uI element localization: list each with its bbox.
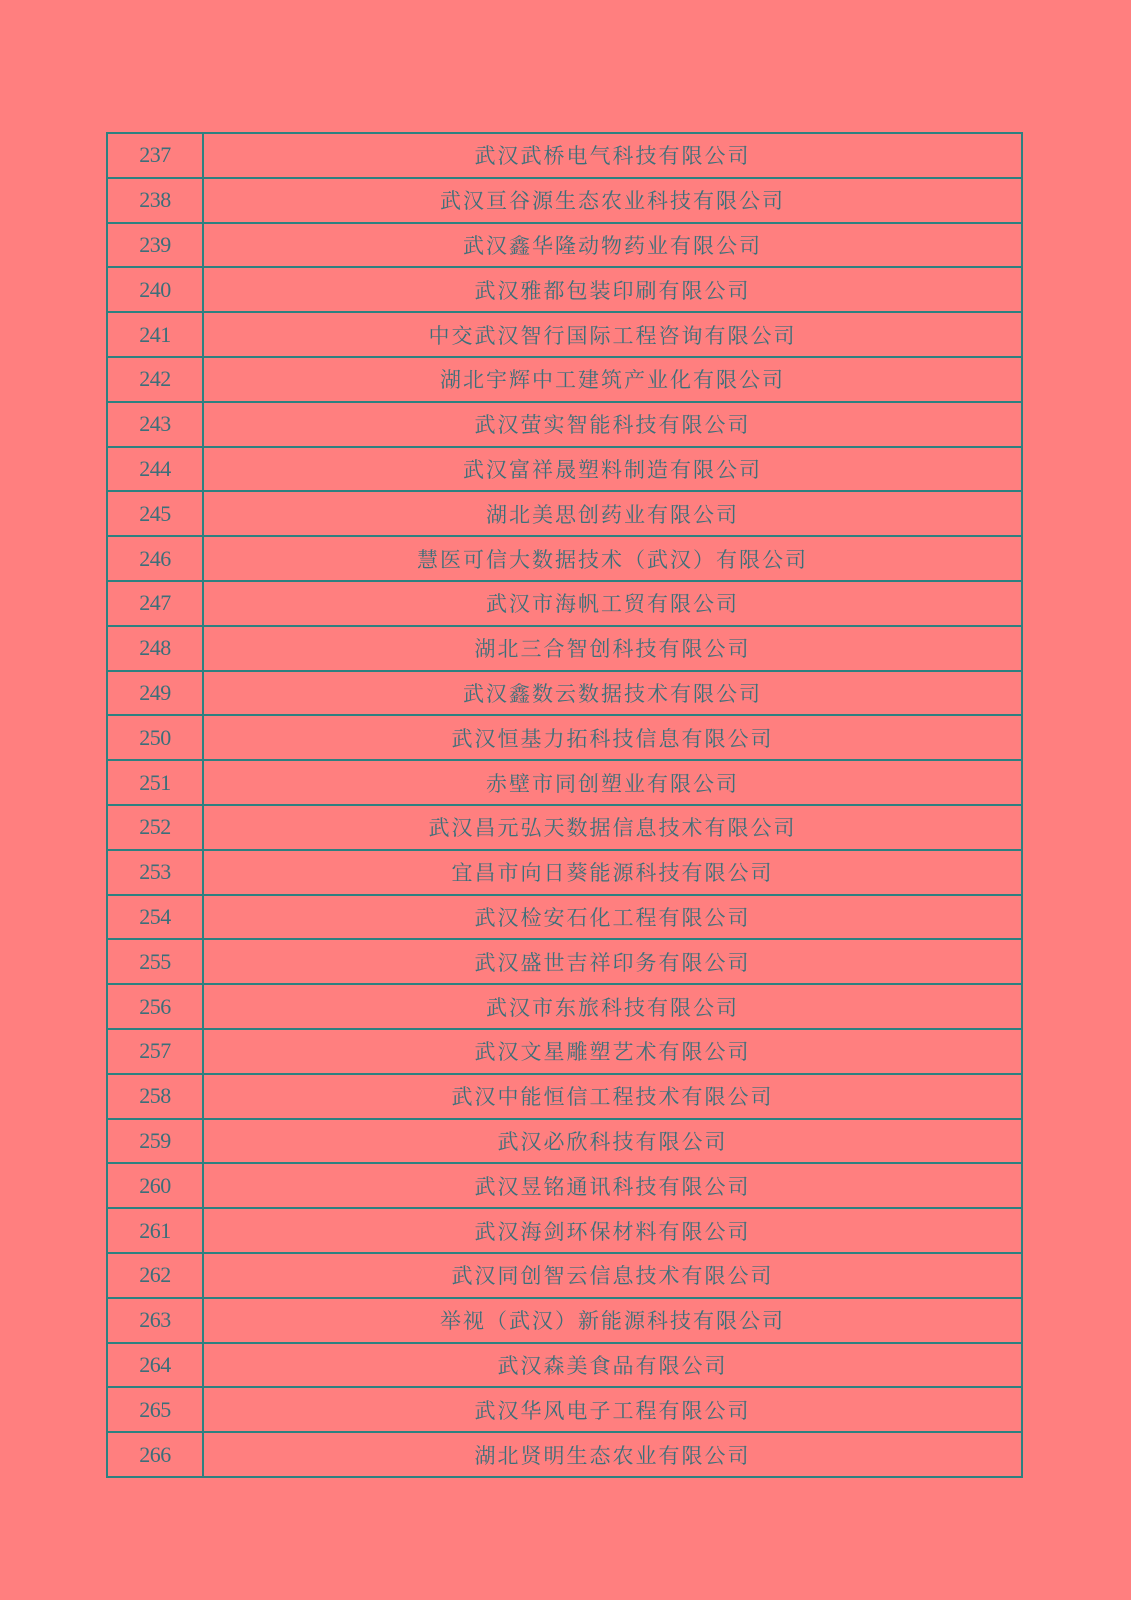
table-row <box>107 1208 1022 1253</box>
company-name-cell: 中交武汉智行国际工程咨询有限公司 <box>203 312 1022 357</box>
table-row <box>107 671 1022 716</box>
row-number-cell: 261 <box>107 1208 203 1253</box>
company-name-cell: 武汉萤实智能科技有限公司 <box>203 402 1022 447</box>
company-name-cell: 湖北贤明生态农业有限公司 <box>203 1432 1022 1477</box>
table-row <box>107 312 1022 357</box>
company-name-cell: 武汉盛世吉祥印务有限公司 <box>203 939 1022 984</box>
table-row <box>107 715 1022 760</box>
company-name-cell: 湖北三合智创科技有限公司 <box>203 626 1022 671</box>
table-row <box>107 267 1022 312</box>
table-row <box>107 895 1022 940</box>
row-number-cell: 246 <box>107 536 203 581</box>
table-row <box>107 1298 1022 1343</box>
row-number-cell: 241 <box>107 312 203 357</box>
table-row <box>107 1343 1022 1388</box>
row-number-cell: 242 <box>107 357 203 402</box>
company-name-cell: 武汉海剑环保材料有限公司 <box>203 1208 1022 1253</box>
company-name-cell: 武汉鑫数云数据技术有限公司 <box>203 671 1022 716</box>
company-name-cell: 武汉鑫华隆动物药业有限公司 <box>203 223 1022 268</box>
company-name-cell: 武汉文星雕塑艺术有限公司 <box>203 1029 1022 1074</box>
row-number-cell: 259 <box>107 1119 203 1164</box>
table-row <box>107 1387 1022 1432</box>
table-row <box>107 536 1022 581</box>
company-name-cell: 武汉武桥电气科技有限公司 <box>203 133 1022 178</box>
table-row <box>107 581 1022 626</box>
table-row <box>107 1432 1022 1477</box>
row-number-cell: 260 <box>107 1163 203 1208</box>
company-name-cell: 武汉必欣科技有限公司 <box>203 1119 1022 1164</box>
company-name-cell: 武汉中能恒信工程技术有限公司 <box>203 1074 1022 1119</box>
row-number-cell: 252 <box>107 805 203 850</box>
row-number-cell: 258 <box>107 1074 203 1119</box>
company-name-cell: 举视（武汉）新能源科技有限公司 <box>203 1298 1022 1343</box>
row-number-cell: 237 <box>107 133 203 178</box>
table-body <box>107 133 1022 1477</box>
table-row <box>107 1029 1022 1074</box>
table-row <box>107 447 1022 492</box>
row-number-cell: 250 <box>107 715 203 760</box>
company-name-cell: 宜昌市向日葵能源科技有限公司 <box>203 850 1022 895</box>
company-name-cell: 慧医可信大数据技术（武汉）有限公司 <box>203 536 1022 581</box>
row-number-cell: 244 <box>107 447 203 492</box>
table-row <box>107 223 1022 268</box>
table-row <box>107 491 1022 536</box>
table-row <box>107 1074 1022 1119</box>
company-name-cell: 武汉恒基力拓科技信息有限公司 <box>203 715 1022 760</box>
row-number-cell: 238 <box>107 178 203 223</box>
row-number-cell: 265 <box>107 1387 203 1432</box>
table-row <box>107 1253 1022 1298</box>
table-row <box>107 939 1022 984</box>
company-name-cell: 湖北美思创药业有限公司 <box>203 491 1022 536</box>
company-name-cell: 武汉昌元弘天数据信息技术有限公司 <box>203 805 1022 850</box>
table-row <box>107 133 1022 178</box>
table-row <box>107 984 1022 1029</box>
row-number-cell: 247 <box>107 581 203 626</box>
table-row <box>107 402 1022 447</box>
row-number-cell: 243 <box>107 402 203 447</box>
table-row <box>107 850 1022 895</box>
company-name-cell: 武汉检安石化工程有限公司 <box>203 895 1022 940</box>
company-list-table <box>106 132 1023 1478</box>
row-number-cell: 251 <box>107 760 203 805</box>
company-name-cell: 武汉市海帆工贸有限公司 <box>203 581 1022 626</box>
company-name-cell: 武汉华风电子工程有限公司 <box>203 1387 1022 1432</box>
row-number-cell: 240 <box>107 267 203 312</box>
table-row <box>107 626 1022 671</box>
row-number-cell: 263 <box>107 1298 203 1343</box>
company-name-cell: 武汉森美食品有限公司 <box>203 1343 1022 1388</box>
row-number-cell: 254 <box>107 895 203 940</box>
table-row <box>107 178 1022 223</box>
row-number-cell: 245 <box>107 491 203 536</box>
row-number-cell: 249 <box>107 671 203 716</box>
company-name-cell: 赤壁市同创塑业有限公司 <box>203 760 1022 805</box>
table-row <box>107 805 1022 850</box>
row-number-cell: 248 <box>107 626 203 671</box>
row-number-cell: 262 <box>107 1253 203 1298</box>
row-number-cell: 266 <box>107 1432 203 1477</box>
company-name-cell: 湖北宇辉中工建筑产业化有限公司 <box>203 357 1022 402</box>
company-name-cell: 武汉昱铭通讯科技有限公司 <box>203 1163 1022 1208</box>
row-number-cell: 253 <box>107 850 203 895</box>
row-number-cell: 264 <box>107 1343 203 1388</box>
company-name-cell: 武汉同创智云信息技术有限公司 <box>203 1253 1022 1298</box>
row-number-cell: 257 <box>107 1029 203 1074</box>
company-name-cell: 武汉市东旅科技有限公司 <box>203 984 1022 1029</box>
company-name-cell: 武汉雅都包装印刷有限公司 <box>203 267 1022 312</box>
row-number-cell: 239 <box>107 223 203 268</box>
table-row <box>107 357 1022 402</box>
table-row <box>107 1119 1022 1164</box>
table-row <box>107 760 1022 805</box>
table-row <box>107 1163 1022 1208</box>
company-name-cell: 武汉亘谷源生态农业科技有限公司 <box>203 178 1022 223</box>
row-number-cell: 256 <box>107 984 203 1029</box>
company-name-cell: 武汉富祥晟塑料制造有限公司 <box>203 447 1022 492</box>
row-number-cell: 255 <box>107 939 203 984</box>
